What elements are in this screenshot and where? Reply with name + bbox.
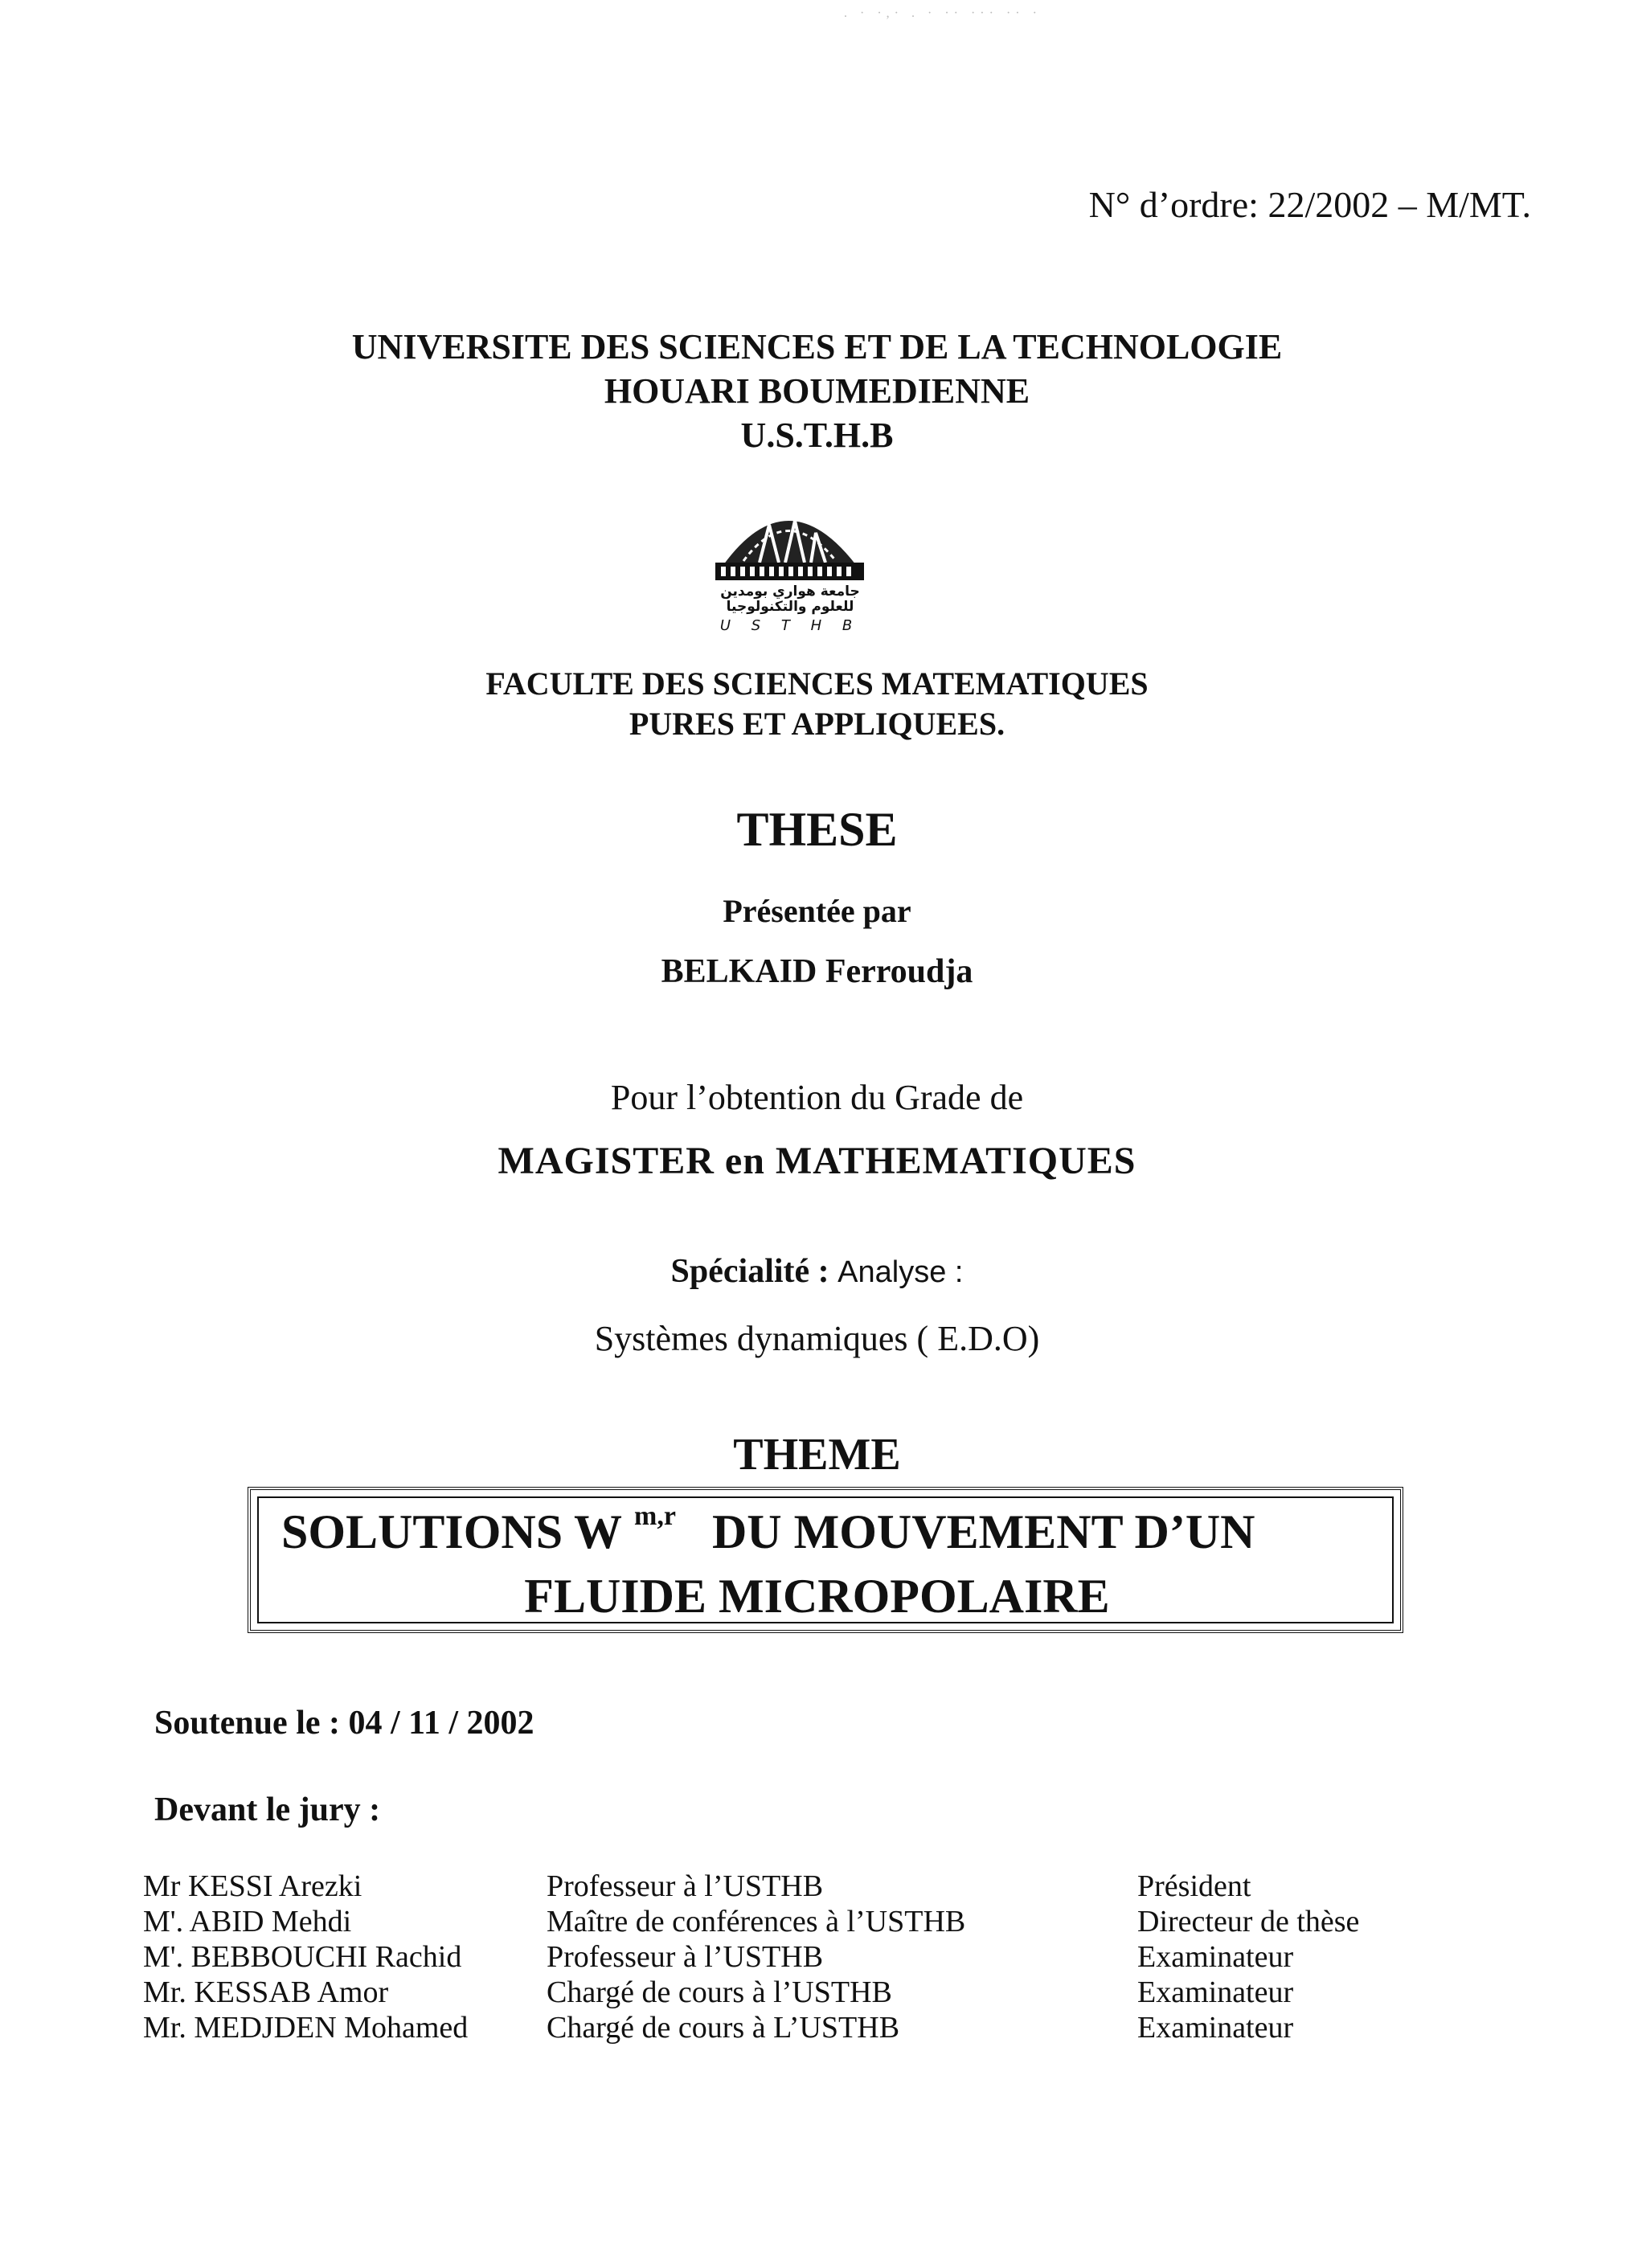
scan-artifact-text: . · ·,· . · ·· ··· ·· · xyxy=(844,6,1042,20)
jury-member-title: Maître de conférences à l’USTHB xyxy=(547,1905,966,1938)
jury-member-name: M'. BEBBOUCHI Rachid xyxy=(143,1940,462,1974)
university-acronym: U.S.T.H.B xyxy=(740,416,894,455)
thesis-title-line1 xyxy=(281,1501,1374,1560)
jury-member-role: Président xyxy=(1137,1869,1251,1903)
specialty xyxy=(0,1252,1634,1291)
title-part2: DU MOUVEMENT D’UN xyxy=(711,1505,1255,1558)
specialty-label: Spécialité : xyxy=(670,1253,829,1290)
logo-latin-text: U S T H B xyxy=(719,617,861,634)
jury-member-name: Mr. MEDJDEN Mohamed xyxy=(143,2011,469,2045)
defense-date: Soutenue le : 04 / 11 / 2002 xyxy=(154,1705,534,1742)
jury-row xyxy=(0,2010,1634,2045)
faculty-line2: PURES ET APPLIQUEES. xyxy=(629,706,1005,742)
specialty-value: Analyse : xyxy=(837,1255,964,1289)
jury-member-role: Examinateur xyxy=(1137,2011,1294,2045)
jury-member-title: Professeur à l’USTHB xyxy=(547,1940,824,1974)
jury-member-name: M'. ABID Mehdi xyxy=(143,1905,352,1938)
jury-member-role: Directeur de thèse xyxy=(1137,1905,1360,1938)
jury-row xyxy=(0,1939,1634,1975)
thesis-title-line2: FLUIDE MICROPOLAIRE xyxy=(524,1570,1110,1623)
jury-member-title: Chargé de cours à L’USTHB xyxy=(547,2011,900,2045)
jury-member-role: Examinateur xyxy=(1137,1940,1294,1974)
jury-member-name: Mr. KESSAB Amor xyxy=(143,1975,389,2009)
title-part1: SOLUTIONS W xyxy=(281,1505,623,1558)
jury-row xyxy=(0,1904,1634,1939)
jury-member-title: Professeur à l’USTHB xyxy=(547,1869,824,1903)
jury-row xyxy=(0,1975,1634,2010)
title-superscript: m,r xyxy=(634,1501,676,1531)
jury-row xyxy=(0,1869,1634,1904)
university-name-line2: HOUARI BOUMEDIENNE xyxy=(604,371,1030,411)
theme-label: THEME xyxy=(733,1430,901,1480)
jury-member-name: Mr KESSI Arezki xyxy=(143,1869,362,1903)
order-number: N° d’ordre: 22/2002 – M/MT. xyxy=(1088,184,1531,225)
university-logo xyxy=(695,489,880,637)
jury-member-role: Examinateur xyxy=(1137,1975,1294,2009)
document-type: THESE xyxy=(736,803,898,856)
grade-intro: Pour l’obtention du Grade de xyxy=(610,1078,1024,1117)
university-name-line1: UNIVERSITE DES SCIENCES ET DE LA TECHNOLOGIE xyxy=(351,327,1283,366)
logo-arabic-line2: للعلوم والتكنولوجيا xyxy=(726,599,854,615)
faculty-line1: FACULTE DES SCIENCES MATEMATIQUES xyxy=(485,665,1149,702)
specialty-subject: Systèmes dynamiques ( E.D.O) xyxy=(594,1319,1040,1358)
degree-title: MAGISTER en MATHEMATIQUES xyxy=(498,1140,1136,1182)
logo-graphic xyxy=(695,489,880,637)
presented-by-label: Présentée par xyxy=(723,893,911,929)
jury-member-title: Chargé de cours à l’USTHB xyxy=(547,1975,892,2009)
logo-arabic-line1: جامعة هواري بومدين xyxy=(720,583,860,600)
author-name: BELKAID Ferroudja xyxy=(661,953,973,990)
jury-heading: Devant le jury : xyxy=(154,1791,381,1828)
